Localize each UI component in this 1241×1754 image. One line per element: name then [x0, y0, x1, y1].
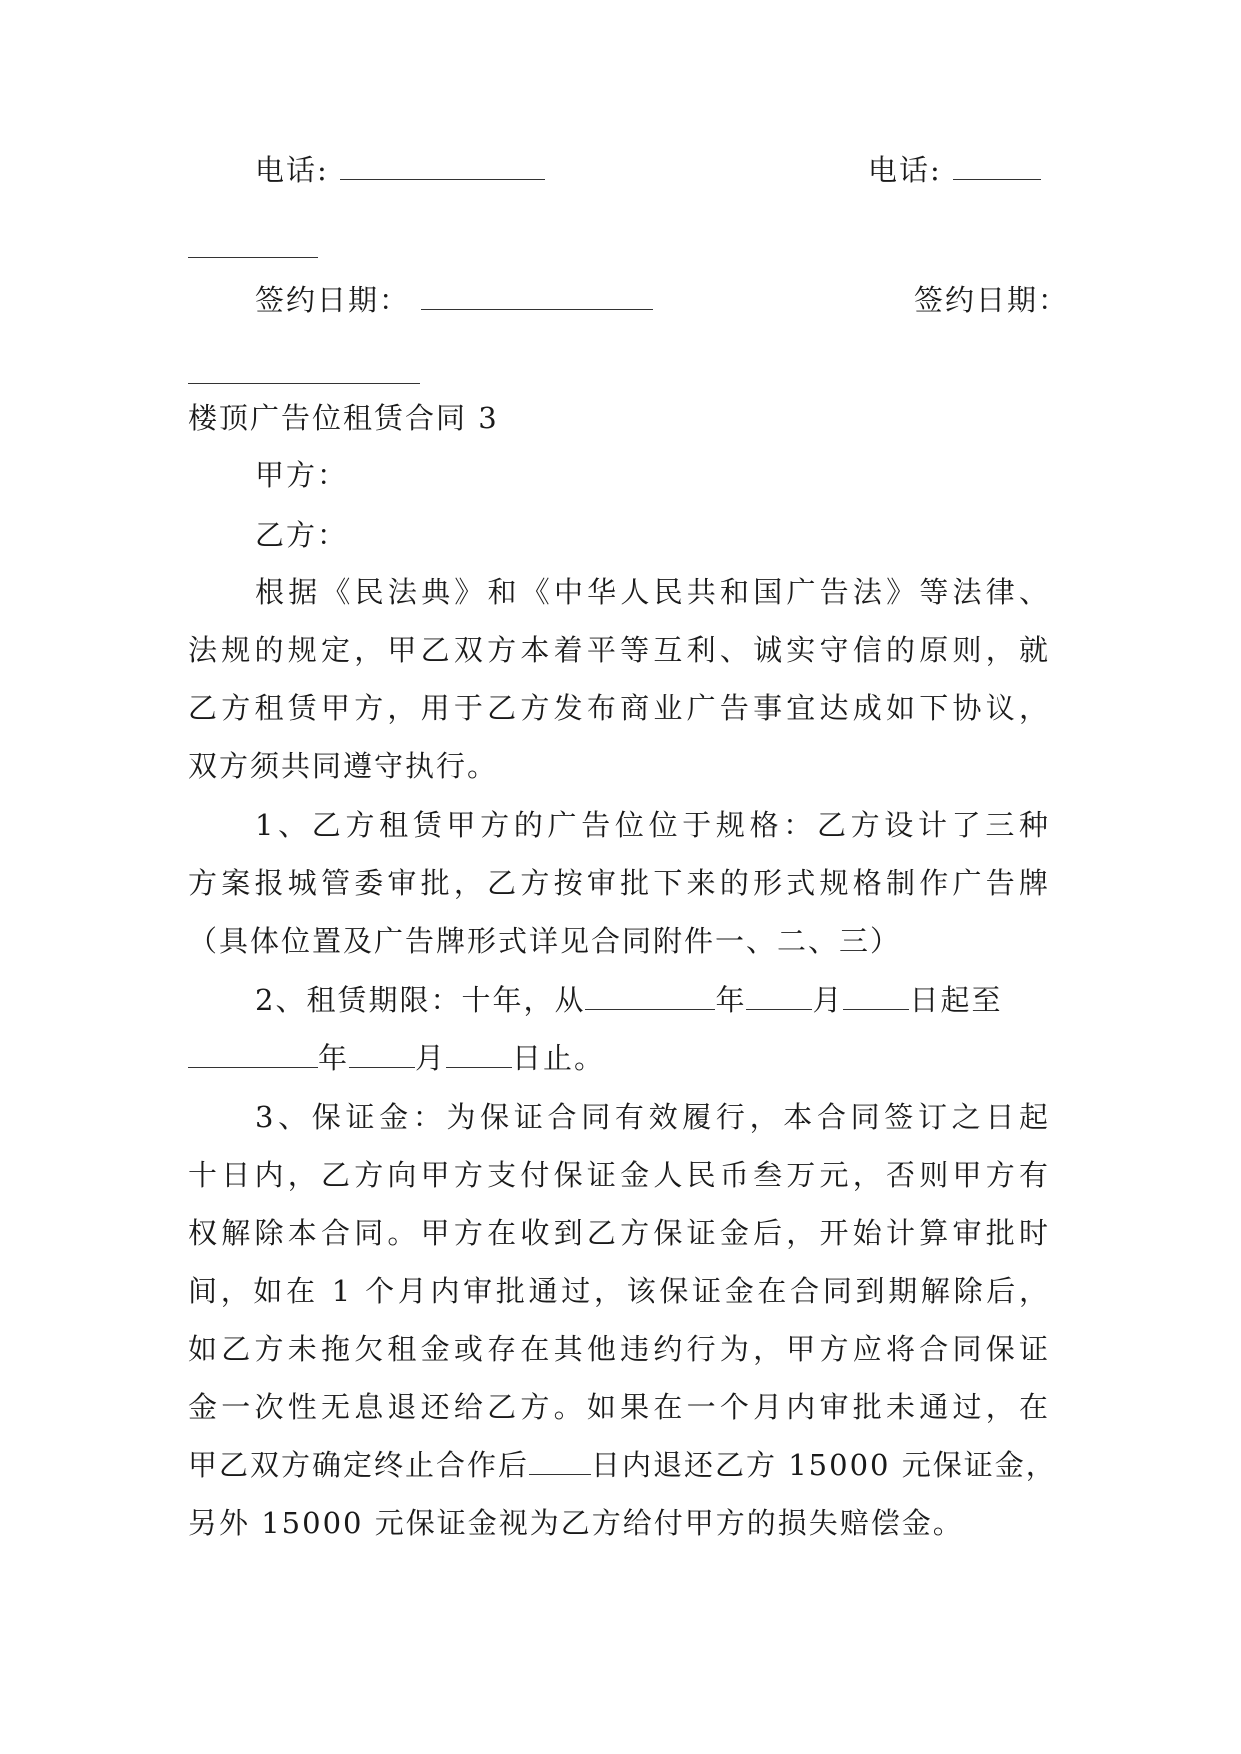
- clause2-line-2: [188, 1038, 605, 1078]
- clause1-line-2: 方案报城管委审批，乙方按审批下来的形式规格制作广告牌: [188, 866, 1050, 900]
- phone-blank-b-continued: [188, 228, 318, 268]
- start-year-blank: [585, 983, 715, 1010]
- end-year-blank: [188, 1041, 318, 1068]
- intro-line-2: 法规的规定，甲乙双方本着平等互利、诚实守信的原则，就: [188, 633, 1050, 667]
- phone-label-b: 电话:: [868, 153, 942, 187]
- phone-label-a: 电话:: [255, 153, 329, 187]
- clause3-line-3: 权解除本合同。甲方在收到乙方保证金后，开始计算审批时: [188, 1216, 1050, 1250]
- clause3-line-5: 如乙方未拖欠租金或存在其他违约行为，甲方应将合同保证: [188, 1332, 1050, 1366]
- clause3-line-2: 十日内，乙方向甲方支付保证金人民币叁万元，否则甲方有: [188, 1158, 1050, 1192]
- sign-date-label-a: 签约日期：: [255, 283, 411, 317]
- intro-line-3: 乙方租赁甲方，用于乙方发布商业广告事宜达成如下协议，: [188, 691, 1050, 725]
- clause3-line7-suffix: 日内退还乙方 15000 元保证金，: [591, 1448, 1057, 1482]
- sign-date-label-b: 签约日期：: [914, 283, 1070, 317]
- party-b-label: 乙方：: [255, 518, 349, 552]
- clause2-day-start: 日起至: [909, 983, 1003, 1017]
- clause2-year-label: 年: [715, 983, 747, 1017]
- end-day-blank: [446, 1041, 512, 1068]
- start-day-blank: [843, 983, 909, 1010]
- phone-blank-a: [340, 153, 545, 180]
- clause2-month-label-end: 月: [415, 1041, 447, 1075]
- clause3-line7-prefix: 甲乙双方确定终止合作后: [188, 1448, 530, 1482]
- clause3-line-1: 3、保证金：为保证合同有效履行，本合同签订之日起: [255, 1100, 1050, 1134]
- clause2-month-label: 月: [812, 983, 844, 1017]
- clause3-line-4: 间，如在 1 个月内审批通过，该保证金在合同到期解除后，: [188, 1274, 1050, 1308]
- clause3-line-6: 金一次性无息退还给乙方。如果在一个月内审批未通过，在: [188, 1390, 1050, 1424]
- contract-title: 楼顶广告位租赁合同 3: [188, 401, 499, 435]
- clause3-line-8: 另外 15000 元保证金视为乙方给付甲方的损失赔偿金。: [188, 1506, 964, 1540]
- refund-days-blank: [529, 1448, 591, 1475]
- sign-date-line-party-b: [914, 280, 1069, 320]
- clause1-line-1: 1、乙方租赁甲方的广告位位于规格：乙方设计了三种: [255, 808, 1050, 842]
- phone-line-party-b: [868, 150, 1041, 190]
- party-a-label: 甲方：: [255, 458, 349, 492]
- intro-line-4: 双方须共同遵守执行。: [188, 749, 499, 783]
- clause1-line-3: （具体位置及广告牌形式详见合同附件一、二、三）: [188, 924, 902, 958]
- sign-date-line-party-a: [255, 280, 653, 320]
- phone-line-party-a: [255, 150, 545, 190]
- start-month-blank: [746, 983, 812, 1010]
- clause2-day-end: 日止。: [512, 1041, 606, 1075]
- clause3-line-7: [188, 1445, 1057, 1485]
- clause2-year-label-end: 年: [318, 1041, 350, 1075]
- intro-line-1: 根据《民法典》和《中华人民共和国广告法》等法律、: [255, 575, 1050, 609]
- clause2-line-1: [255, 980, 1003, 1020]
- end-month-blank: [349, 1041, 415, 1068]
- phone-blank-b: [953, 153, 1041, 180]
- clause2-prefix: 2、租赁期限：十年，从: [255, 983, 586, 1017]
- sign-date-blank-b: [188, 354, 420, 394]
- sign-date-blank-a: [421, 283, 653, 310]
